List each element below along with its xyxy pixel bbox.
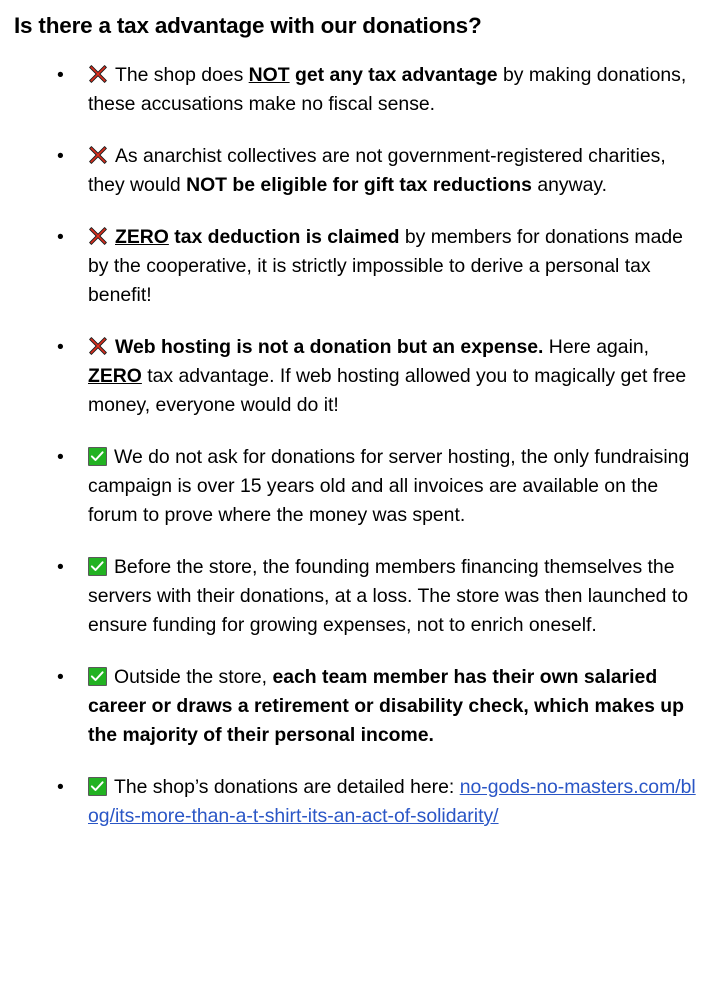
bullet-text-segment: Before the store, the founding members financing themselves the servers with their donations, at a loss. The store was then launched to ensure funding for growing expenses, not to enrich oneself.	[88, 555, 689, 636]
bullet-item	[0, 663, 717, 750]
bullet-text-segment: Web hosting is not a donation but an expense.	[115, 335, 544, 358]
bullet-item	[0, 142, 717, 200]
bullet-text-segment: NOT	[248, 63, 290, 86]
cross-mark-icon	[88, 336, 108, 356]
cross-mark-icon	[88, 145, 108, 165]
bullet-item	[0, 61, 717, 119]
bullet-text-segment: Here again,	[543, 335, 650, 358]
donations-detail-link[interactable]: no-gods-no-masters.com/blog/its-more-than-a-t-shirt-its-an-act-of-solidarity/	[88, 775, 696, 827]
bullet-text-segment: tax advantage. If web hosting allowed you to magically get free money, everyone would do it!	[88, 364, 687, 416]
bullet-marker-icon	[57, 443, 69, 472]
bullet-text-segment: ZERO	[115, 225, 169, 248]
bullet-marker-icon	[57, 142, 69, 171]
bullet-text-segment: The shop does	[115, 63, 249, 86]
bullet-text-segment: The shop’s donations are detailed here:	[114, 775, 460, 798]
check-mark-icon	[88, 777, 107, 796]
cross-mark-icon	[88, 226, 108, 246]
bullet-text-segment: get any tax advantage	[289, 63, 498, 86]
bullet-marker-icon	[57, 773, 69, 802]
check-mark-icon	[88, 447, 107, 466]
bullet-text-segment: anyway.	[531, 173, 608, 196]
bullet-marker-icon	[57, 663, 69, 692]
bullet-marker-icon	[57, 553, 69, 582]
check-mark-icon	[88, 667, 107, 686]
bullet-marker-icon	[57, 223, 69, 252]
bullet-list	[0, 61, 717, 831]
bullet-text-segment: tax deduction is claimed	[168, 225, 400, 248]
page-title: Is there a tax advantage with our donations?	[14, 13, 482, 38]
bullet-text-segment: ZERO	[88, 364, 142, 387]
cross-mark-icon	[88, 64, 108, 84]
bullet-text-segment: by making donations, these accusations make no fiscal sense.	[88, 63, 687, 115]
bullet-item	[0, 223, 717, 310]
bullet-item	[0, 773, 717, 831]
bullet-text-segment: each team member has their own salaried career or draws a retirement or disability check, which makes up the majority of their personal income.	[88, 665, 684, 746]
bullet-text-segment: NOT be eligible for gift tax reductions	[186, 173, 532, 196]
bullet-text-segment: We do not ask for donations for server hosting, the only fundraising campaign is over 15 years old and all invoices are available on the forum to prove where the money was spent.	[88, 445, 690, 526]
bullet-item	[0, 443, 717, 530]
bullet-text-segment: As anarchist collectives are not government-registered charities, they would	[88, 144, 666, 196]
bullet-text-segment: by members for donations made by the cooperative, it is strictly impossible to derive a personal tax benefit!	[88, 225, 683, 306]
bullet-item	[0, 553, 717, 640]
bullet-text-segment: Outside the store,	[114, 665, 273, 688]
check-mark-icon	[88, 557, 107, 576]
bullet-marker-icon	[57, 61, 69, 90]
bullet-marker-icon	[57, 333, 69, 362]
bullet-item	[0, 333, 717, 420]
